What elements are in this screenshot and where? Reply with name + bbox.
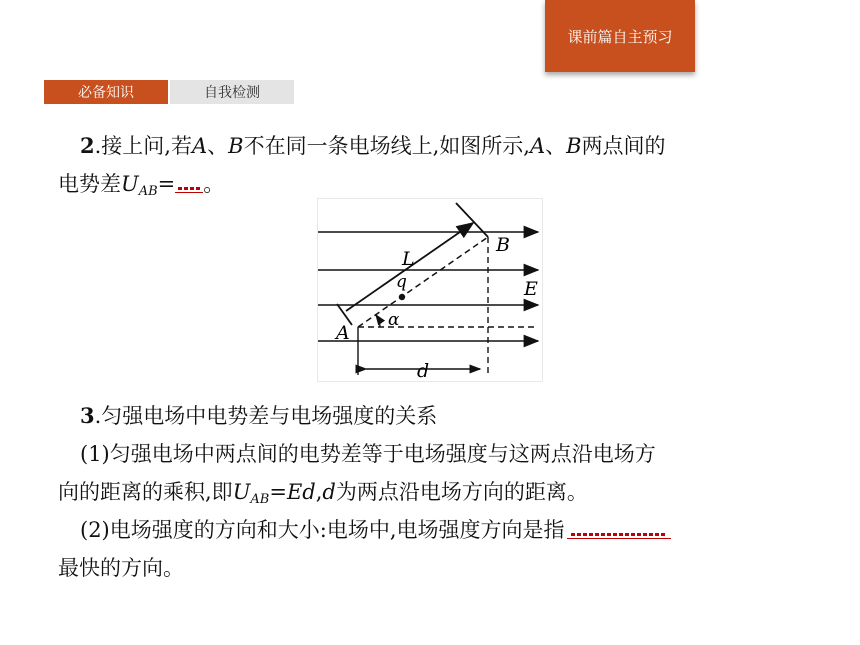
field-diagram-svg (318, 199, 542, 381)
q3-p1-ed: Ed (286, 480, 316, 504)
q3-p2-text2: 最快的方向。 (58, 556, 184, 580)
q2-line1 (58, 128, 798, 164)
q3-p1-comma: , (315, 480, 323, 504)
q2-point-a2: A (529, 134, 546, 158)
q2-text4: 电势差 (58, 172, 121, 196)
q3-title-text: .匀强电场中电势差与电场强度的关系 (94, 404, 438, 428)
q2-point-b2: B (566, 134, 582, 158)
label-l: L (402, 248, 415, 270)
q2-eq: = (157, 172, 176, 196)
q2-text2: 不在同一条电场线上,如图所示, (243, 134, 530, 158)
label-d: d (417, 360, 430, 381)
section-tab[interactable]: 课前篇自主预习 (545, 0, 695, 72)
q3-p2-text1: (2)电场强度的方向和大小:电场中,电场强度方向是指 (80, 518, 565, 542)
q3-p1-eq: = (269, 480, 287, 504)
q3-p1-text1: (1)匀强电场中两点间的电势差等于电场强度与这两点沿电场方 (80, 442, 656, 466)
label-e: E (524, 278, 538, 300)
q2-end: 。 (203, 172, 225, 196)
tab-self-test[interactable]: 自我检测 (170, 80, 294, 104)
q3-number: 3 (80, 403, 95, 428)
q3-p1-ab-subscript: AB (250, 492, 270, 507)
label-b: B (496, 234, 510, 256)
q2-answer-blank[interactable] (175, 172, 203, 193)
q3-answer-blank[interactable] (567, 518, 671, 539)
field-diagram (317, 198, 543, 382)
q3-p1-u: U (232, 480, 251, 504)
q3-p1-text2a: 向的距离的乘积,即 (58, 480, 233, 504)
label-alpha: α (388, 310, 400, 330)
label-q: q (396, 272, 407, 292)
angle-arc (376, 315, 380, 327)
q2-number: 2 (80, 133, 95, 158)
q2-text3: 两点间的 (581, 134, 666, 158)
q3-p1-line1 (58, 436, 798, 472)
charge-q (399, 294, 405, 300)
q3-p2-line2 (58, 550, 798, 586)
q2-sep2: 、 (545, 134, 567, 158)
q3-title (58, 398, 798, 434)
ab-dashed (358, 237, 488, 327)
q2-ab-subscript: AB (138, 184, 158, 199)
tab-essential-knowledge[interactable]: 必备知识 (44, 80, 168, 104)
q3-p2-line1 (58, 512, 798, 548)
q3-p1-d: d (322, 480, 336, 504)
q2-u: U (121, 172, 139, 196)
q2-sep: 、 (207, 134, 229, 158)
q2-text1: .接上问,若 (94, 134, 192, 158)
q2-point-a: A (191, 134, 208, 158)
label-a: A (336, 322, 350, 344)
q3-p1-text2b: 为两点沿电场方向的距离。 (335, 480, 588, 504)
q2-point-b: B (228, 134, 244, 158)
tab-bar (44, 80, 296, 104)
